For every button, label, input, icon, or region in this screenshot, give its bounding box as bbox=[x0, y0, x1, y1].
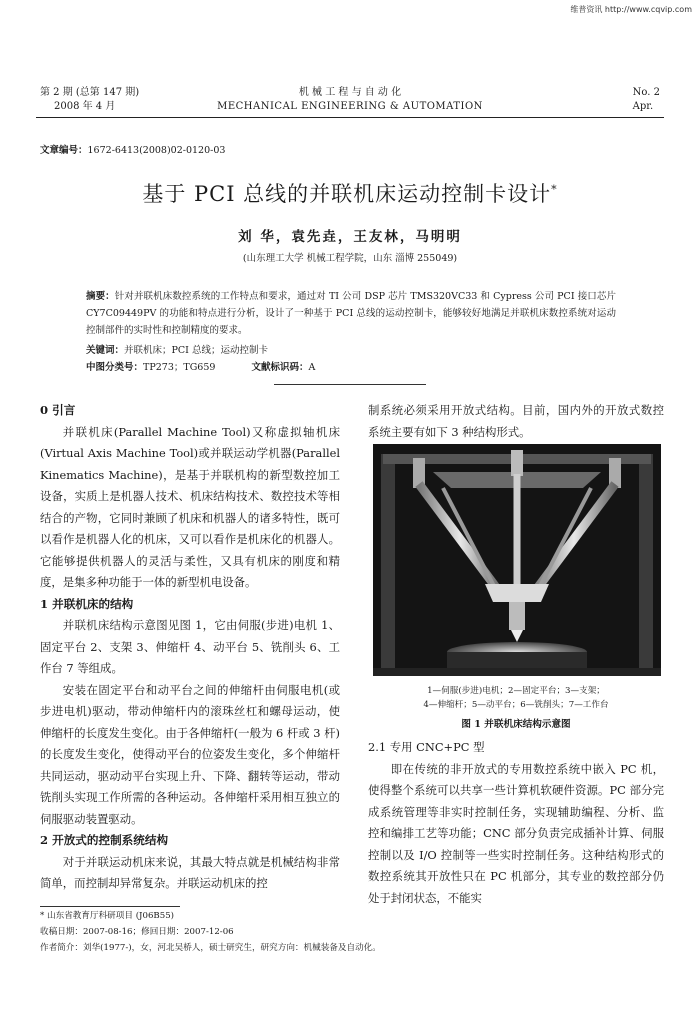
paper-title-text: 基于 PCI 总线的并联机床运动控制卡设计 bbox=[142, 182, 552, 206]
article-number bbox=[40, 142, 225, 156]
figure-1-image bbox=[373, 444, 661, 676]
footnote-fund: * 山东省教育厅科研项目 (J06B55) bbox=[40, 911, 175, 921]
keywords-label: 关键词： bbox=[86, 345, 125, 356]
section-2-paragraph: 对于并联运动机床来说，其最大特点就是机械结构非常简单，而控制却异常复杂。并联运动机床的控 bbox=[40, 854, 340, 890]
month-en: Apr. bbox=[632, 101, 654, 112]
figure-legend-line-1: 1—伺服(步进)电机；2—固定平台；3—支架； bbox=[427, 686, 605, 696]
abstract-divider bbox=[274, 384, 426, 385]
abstract bbox=[86, 288, 616, 339]
header-issue-en bbox=[633, 86, 660, 114]
footnote-author-bio: 作者简介：刘华(1977-)，女，河北吴桥人，硕士研究生，研究方向：机械装备及自动化。 bbox=[40, 943, 381, 953]
abstract-label: 摘要： bbox=[86, 291, 115, 302]
doc-code-label: 文献标识码： bbox=[251, 362, 309, 373]
affiliation: (山东理工大学 机械工程学院，山东 淄博 255049) bbox=[242, 253, 458, 264]
authors: 刘 华，袁先垚，王友林，马明明 bbox=[238, 229, 462, 245]
header-journal bbox=[0, 86, 700, 114]
header-rule bbox=[36, 117, 664, 118]
abstract-text: 针对并联机床数控系统的工作特点和要求，通过对 TI 公司 DSP 芯片 TMS320VC33 和 Cypress 公司 PCI 接口芯片 CY7C09449PV 的功能和特点进行分析，设计了一种基于 PCI 总线的运动控制卡，能够较好地满足并联机床数控系统对运动控制部件的实时性和控制精度的要求。 bbox=[86, 291, 616, 336]
section-2-1-heading: 2.1 专用 CNC+PC 型 bbox=[368, 740, 485, 754]
issue-cn: 第 2 期 (总第 147 期) bbox=[40, 87, 140, 98]
figure-1-legend bbox=[368, 684, 664, 712]
section-0-paragraph: 并联机床(Parallel Machine Tool)又称虚拟轴机床(Virtual Axis Machine Tool)或并联运动学机器(Parallel Kinematics Machine)，是基于并联机构的新型数控加工设备，实质上是机器人技术、机床结构技术、数控技术等相结合的产物，它同时兼顾了机床和机器人的诸多特性，既可以看作是机器人化的机床，又可以看作是机床化的机器人。它能够提供机器人的灵活与柔性，又具有机床的刚度和精度，是集多种功能于一体的新型机电设备。 bbox=[40, 424, 340, 589]
footnote-rule bbox=[40, 906, 180, 907]
keywords bbox=[86, 342, 268, 356]
journal-cn: 机 械 工 程 与 自 动 化 bbox=[298, 87, 402, 98]
left-column bbox=[40, 400, 340, 895]
watermark-text: 维普资讯 http://www.cqvip.com bbox=[570, 5, 692, 14]
section-2-heading: 2 开放式的控制系统结构 bbox=[40, 833, 169, 847]
classification-text: TP273；TG659 bbox=[143, 362, 216, 373]
classification-label: 中图分类号： bbox=[86, 362, 144, 373]
title-footnote-mark: * bbox=[551, 183, 558, 196]
doc-code: A bbox=[308, 362, 316, 373]
article-number-label: 文章编号： bbox=[40, 145, 88, 156]
section-1-heading: 1 并联机床的结构 bbox=[40, 596, 134, 611]
section-2-1-paragraph: 即在传统的非开放式的专用数控系统中嵌入 PC 机，使得整个系统可以共享一些计算机软硬件资源。PC 部分完成系统管理等非实时控制任务，实现辅助编程、分析、监控和编排工艺等功能；CNC 部分负责完成插补计算、伺服控制以及 I/O 控制等一些实时控制任务。这种结构形式的数控系统其开放性只在 PC 机部分，其专业的数控部分仍处于封闭状态，不能实 bbox=[368, 761, 664, 905]
section-0-heading: 0 引言 bbox=[40, 403, 76, 417]
footnote-received: 收稿日期：2007-08-16；修回日期：2007-12-06 bbox=[40, 927, 234, 937]
journal-en: MECHANICAL ENGINEERING & AUTOMATION bbox=[217, 101, 483, 112]
right-column-bottom bbox=[368, 737, 664, 909]
date-cn: 2008 年 4 月 bbox=[54, 101, 116, 112]
figure-1-title: 图 1 并联机床结构示意图 bbox=[461, 719, 571, 730]
section-1-paragraph-2: 安装在固定平台和动平台之间的伸缩杆由伺服电机(或步进电机)驱动，带动伸缩杆内的滚珠丝杠和螺母运动，使伸缩杆的长度发生变化。由于各伸缩杆(一般为 6 杆或 3 杆)的长度发生变化，使得动平台的位姿发生变化，多个伸缩杆共同运动，驱动动平台实现上升、下降、翻转等运动，带动铣削头实现工作所需的各种运动。各伸缩杆采用相互独立的伺服驱动装置驱动。 bbox=[40, 682, 340, 826]
keywords-text: 并联机床；PCI 总线；运动控制卡 bbox=[124, 345, 268, 356]
right-column-top bbox=[368, 400, 664, 443]
article-number-value: 1672-6413(2008)02-0120-03 bbox=[87, 145, 226, 156]
classification bbox=[86, 359, 315, 373]
parallel-machine-illustration bbox=[373, 444, 661, 676]
continuation-paragraph: 制系统必须采用开放式结构。目前，国内外的开放式数控系统主要有如下 3 种结构形式。 bbox=[368, 403, 664, 439]
section-1-paragraph-1: 并联机床结构示意图见图 1，它由伺服(步进)电机 1、固定平台 2、支架 3、伸缩杆 4、动平台 5、铣削头 6、工作台 7 等组成。 bbox=[40, 618, 340, 675]
figure-legend-line-2: 4—伸缩杆；5—动平台；6—铣削头；7—工作台 bbox=[423, 700, 609, 710]
issue-en: No. 2 bbox=[632, 87, 660, 98]
paper-title bbox=[0, 178, 700, 208]
